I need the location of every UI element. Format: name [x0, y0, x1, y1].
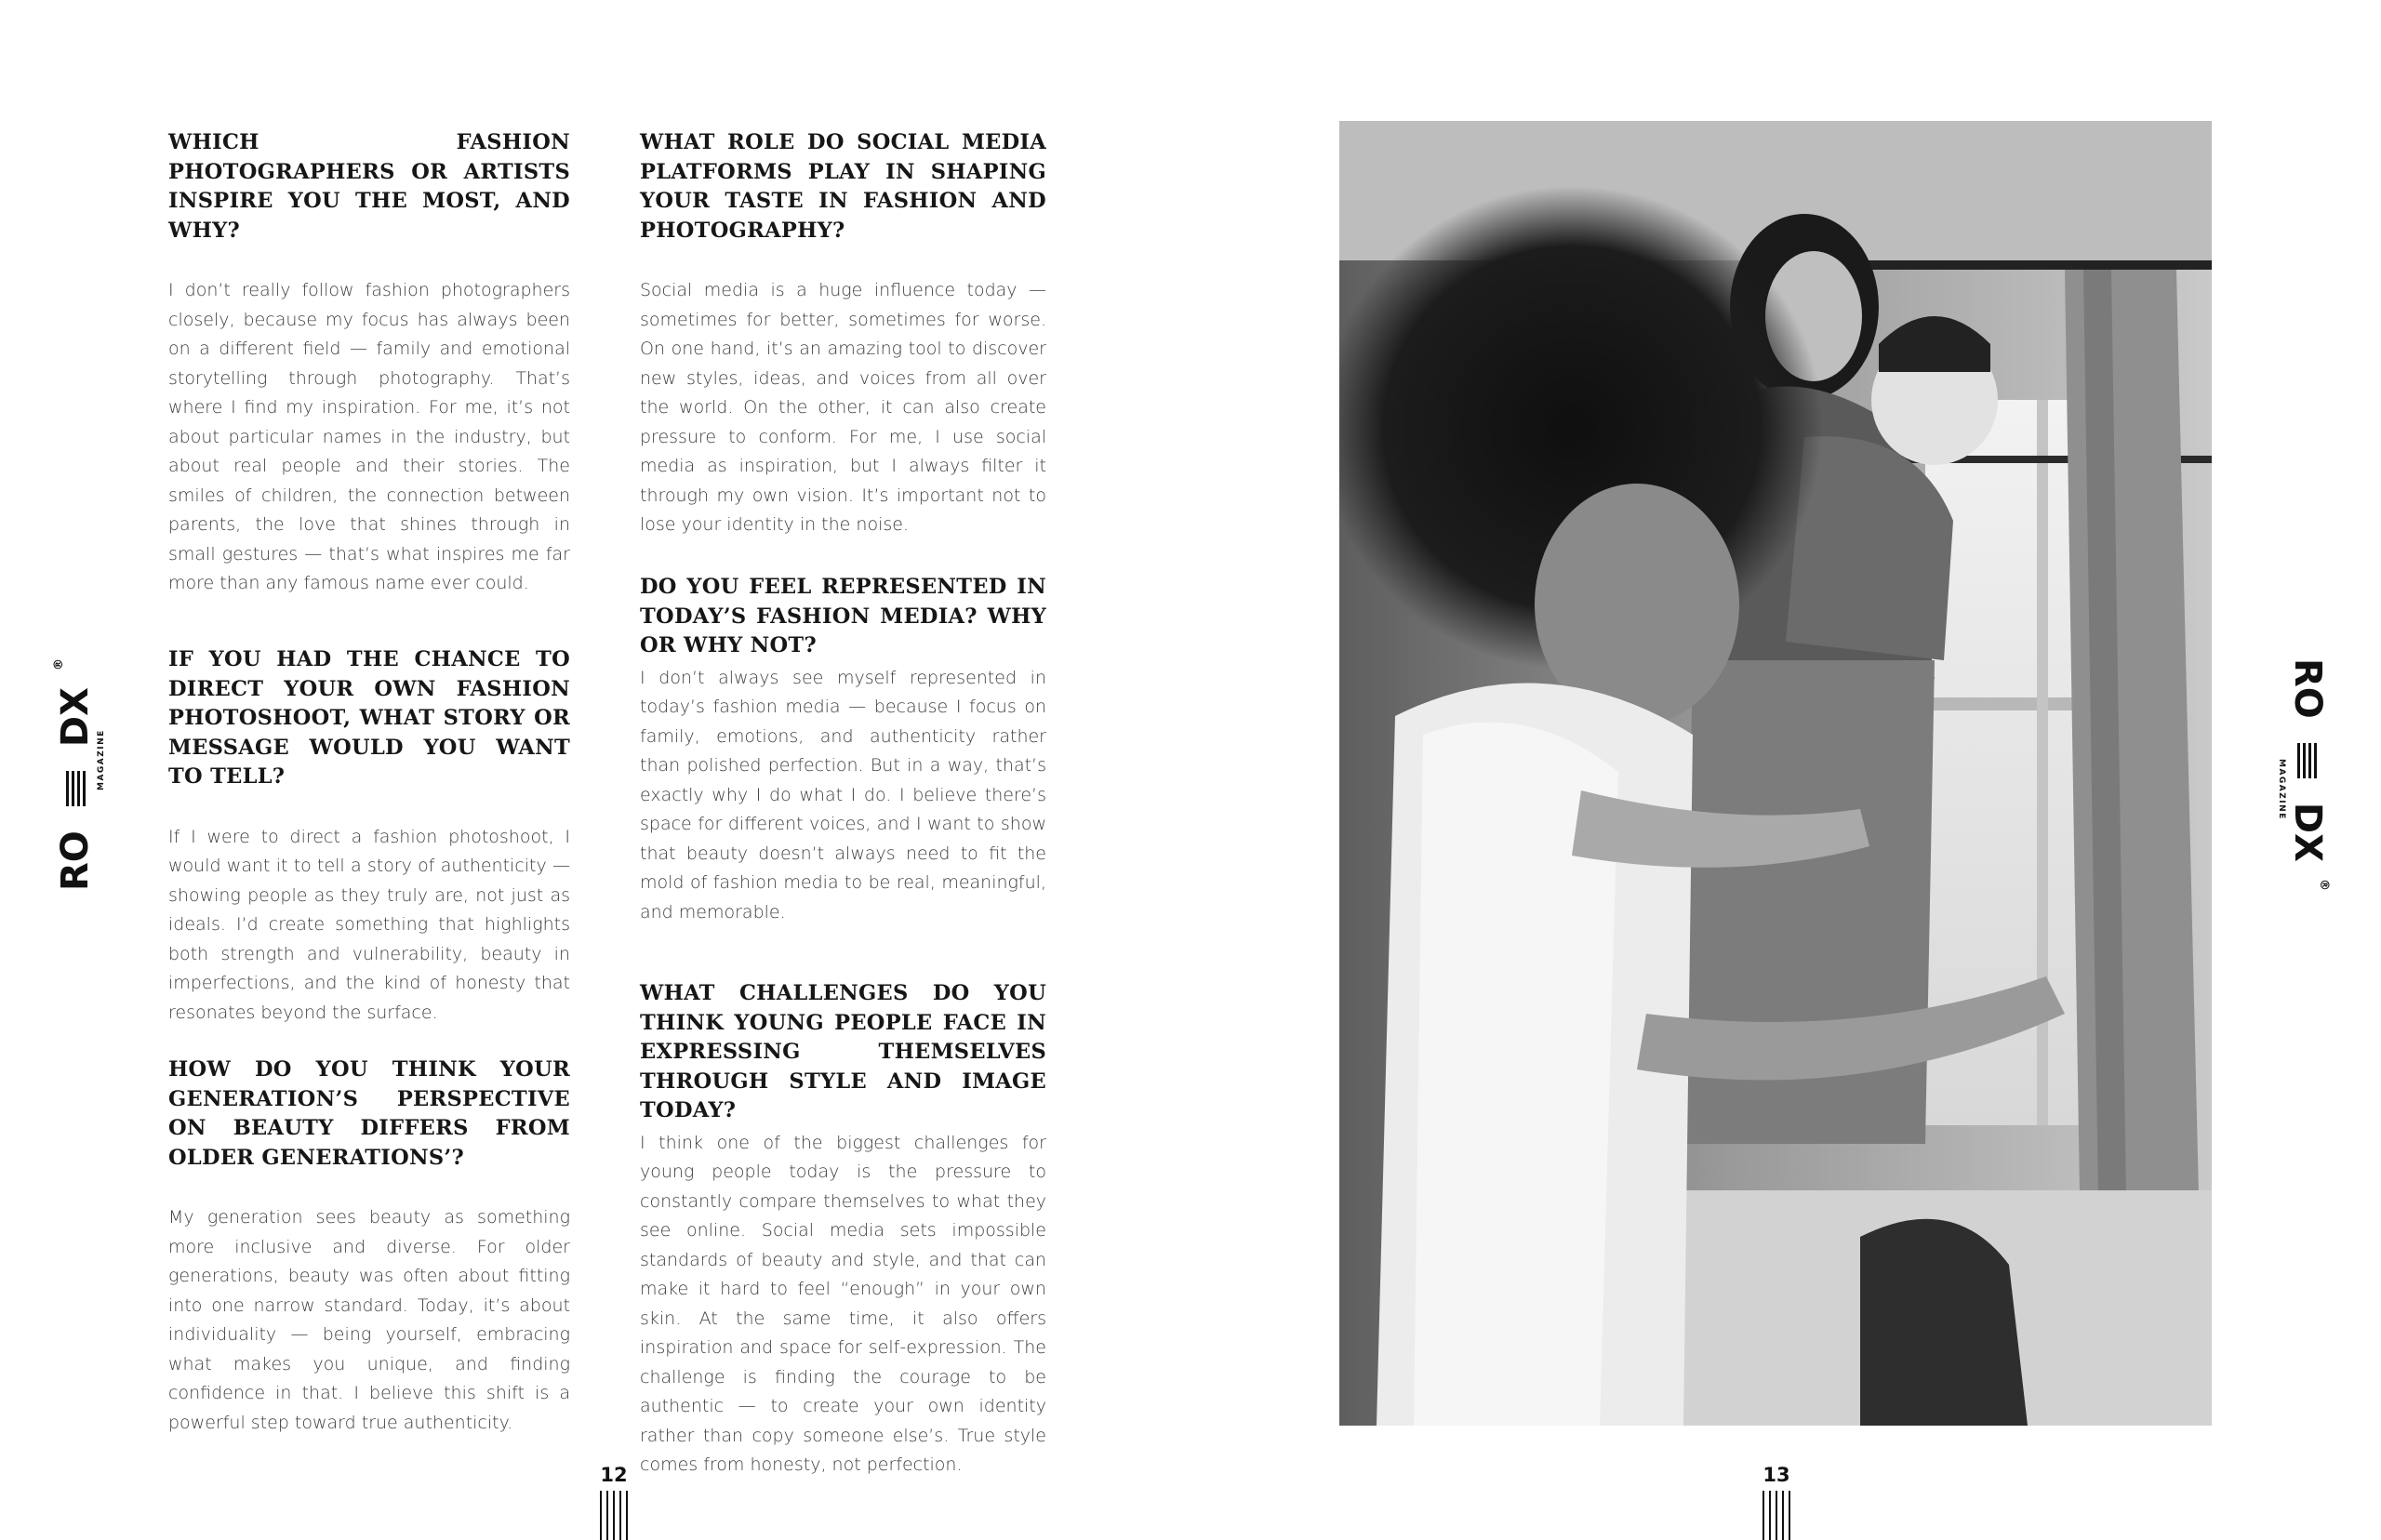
registered-mark: ® [2317, 879, 2331, 891]
logo-word-ro: RO [2286, 658, 2329, 719]
page-barcode-icon [1762, 1491, 1790, 1540]
registered-mark: ® [52, 658, 66, 670]
question-heading: IF YOU HAD THE CHANCE TO DIRECT YOUR OWN FASHION PHOTOSHOOT, WHAT STORY OR MESSAGE WOULD YOU WANT TO TELL? [168, 647, 570, 789]
qa-block [640, 979, 1046, 1480]
logo-bars-icon [2298, 743, 2318, 778]
page-barcode-icon [600, 1491, 628, 1540]
answer-text: I think one of the biggest challenges for young people today is the pressure to constantly compare themselves to what they see online. Social media sets impossible standards of beauty and style, and that can make it hard to feel “enough” in your own skin. At the same time, it also offers inspiration and space for self-expression. The challenge is finding the courage to be authentic — to create your own identity rather than copy someone else’s. True style comes from honesty, not perfection. [640, 1132, 1046, 1475]
question-heading: HOW DO YOU THINK YOUR GENERATION’S PERSPECTIVE ON BEAUTY DIFFERS FROM OLDER GENERATIONS’? [168, 1057, 570, 1170]
qa-block [168, 1055, 570, 1438]
answer-text: I don’t really follow fashion photographers closely, because my focus has always been on a different field — family and emotional storytelling through photography. That’s where I find my inspiration. For me, it’s not about particular names in the industry, but about real people and their stories. The smiles of children, the connection between parents, the love that shines through in small gestures — that’s what inspires me far more than any famous name ever could. [168, 280, 570, 593]
logo-word-ro: RO [54, 830, 97, 891]
roidx-logo-right [2269, 658, 2346, 891]
family-photo [1339, 121, 2212, 1426]
logo-bars-icon [66, 771, 86, 806]
answer-text: If I were to direct a fashion photoshoot, I would want it to tell a story of authenticity — showing people as they truly are, not just as ideals. I’d create something that highlights both strength and vulnerability, beauty in imperfections, and the kind of honesty that resonates beyond the surface. [168, 826, 570, 1023]
photo-illustration [1339, 121, 2212, 1426]
answer-text: My generation sees beauty as something more inclusive and diverse. For older generations, beauty was often about fitting into one narrow standard. Today, it’s about individuality — being yourself, embracing what makes you unique, and finding confidence in that. I believe this shift is a powerful step toward true authenticity. [168, 1207, 570, 1433]
qa-block [640, 573, 1046, 927]
qa-block [640, 128, 1046, 540]
qa-block [168, 128, 570, 599]
page-number-left: 12 [600, 1464, 628, 1486]
page-number-right: 13 [1762, 1464, 1790, 1486]
question-heading: DO YOU FEEL REPRESENTED IN TODAY’S FASHION MEDIA? WHY OR WHY NOT? [640, 575, 1046, 657]
logo-word-dx: DX [2286, 802, 2329, 862]
answer-text: Social media is a huge influence today — sometimes for better, sometimes for worse. On one hand, it’s an amazing tool to discover new styles, ideas, and voices from all over the world. On the other, it can also create pressure to conform. For me, I use social media as inspiration, but I always filter it through my own vision. It’s important not to lose your identity in the noise. [640, 280, 1046, 535]
roidx-logo-left [37, 658, 113, 891]
logo-magazine-label: MAGAZINE [97, 729, 106, 790]
question-heading: WHAT CHALLENGES DO YOU THINK YOUNG PEOPLE FACE IN EXPRESSING THEMSELVES THROUGH STYLE AND IMAGE TODAY? [640, 981, 1046, 1122]
question-heading: WHICH FASHION PHOTOGRAPHERS OR ARTISTS INSPIRE YOU THE MOST, AND WHY? [168, 130, 570, 243]
question-heading: WHAT ROLE DO SOCIAL MEDIA PLATFORMS PLAY IN SHAPING YOUR TASTE IN FASHION AND PHOTOGRAPHY? [640, 130, 1046, 243]
qa-block [168, 645, 570, 1028]
logo-word-dx: DX [54, 687, 97, 748]
logo-magazine-label: MAGAZINE [2277, 759, 2286, 820]
answer-text: I don’t always see myself represented in today’s fashion media — because I focus on family, emotions, and authenticity rather than polished perfection. But in a way, that’s exactly why I do what I do. I believe there’s space for different voices, and I want to show that beauty doesn’t always need to fit the mold of fashion media to be real, meaningful, and memorable. [640, 667, 1046, 923]
